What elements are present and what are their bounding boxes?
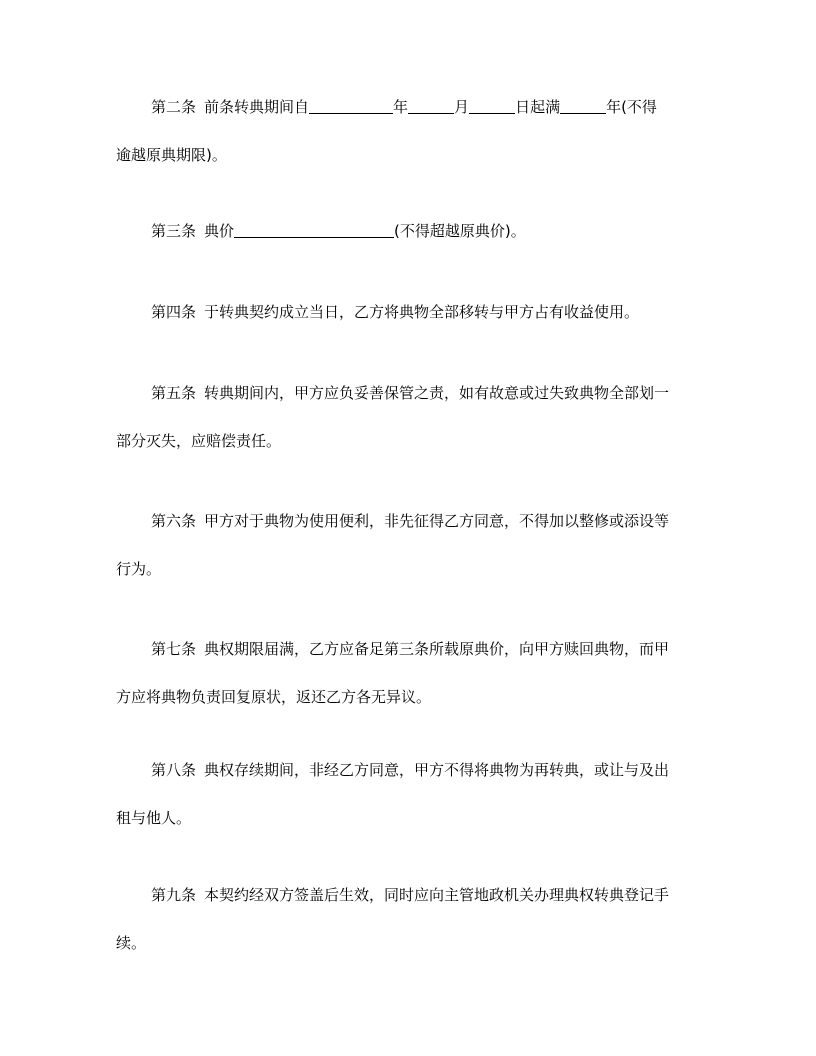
article-text: 本契约经双方签盖后生效，同时应向主管地政机关办理典权转典登记手 (204, 886, 670, 904)
article-8-line-1 (116, 746, 702, 794)
article-text: 年(不得 (606, 98, 657, 116)
article-text: 典权期限届满，乙方应备足第三条所载原典价，向甲方赎回典物，而甲 (204, 640, 670, 658)
article-label: 第七条 (151, 640, 197, 658)
article-9-line-1 (116, 871, 702, 919)
article-6-line-1 (116, 497, 702, 545)
article-3 (116, 207, 702, 255)
article-4 (116, 288, 702, 336)
article-6 (116, 497, 702, 593)
article-label: 第六条 (151, 512, 197, 530)
article-8-line-2: 租与他人。 (116, 809, 192, 827)
blank-line-price (234, 222, 394, 238)
article-text: 典权存续期间，非经乙方同意，甲方不得将典物为再转典，或让与及出 (204, 761, 670, 779)
article-9-line-2: 续。 (116, 934, 147, 952)
article-text: 日起满 (515, 98, 561, 116)
article-7-line-2: 方应将典物负责回复原状，返还乙方各无异议。 (116, 688, 432, 706)
article-5 (116, 369, 702, 465)
article-3-line-1 (116, 207, 702, 255)
article-5-line-2: 部分灭失，应赔偿责任。 (116, 432, 282, 450)
article-8 (116, 746, 702, 842)
article-label: 第八条 (151, 761, 197, 779)
article-label: 第四条 (151, 303, 197, 321)
article-7 (116, 625, 702, 721)
article-text: 甲方对于典物为使用便利，非先征得乙方同意，不得加以整修或添设等 (204, 512, 670, 530)
article-2-line-2: 逾越原典期限)。 (116, 146, 227, 164)
article-text: 转典期间内，甲方应负妥善保管之责，如有故意或过失致典物全部划一 (204, 384, 670, 402)
article-text: 于转典契约成立当日，乙方将典物全部移转与甲方占有收益使用。 (204, 303, 640, 321)
article-text: (不得超越原典价)。 (394, 222, 526, 240)
article-text: 月 (454, 98, 470, 116)
article-text: 年 (393, 98, 409, 116)
blank-line-start-day (469, 98, 515, 114)
article-6-line-2: 行为。 (116, 560, 162, 578)
article-5-line-1 (116, 369, 702, 417)
article-text: 典价 (204, 222, 235, 240)
blank-line-duration-years (560, 98, 606, 114)
blank-line-start-year (309, 98, 393, 114)
article-text: 前条转典期间自 (204, 98, 310, 116)
article-label: 第九条 (151, 886, 197, 904)
article-7-line-1 (116, 625, 702, 673)
article-2 (116, 83, 702, 179)
article-4-line-1 (116, 288, 702, 336)
article-label: 第五条 (151, 384, 197, 402)
article-label: 第三条 (151, 222, 197, 240)
article-2-line-1 (116, 83, 702, 131)
article-9 (116, 871, 702, 967)
article-label: 第二条 (151, 98, 197, 116)
blank-line-start-month (408, 98, 454, 114)
